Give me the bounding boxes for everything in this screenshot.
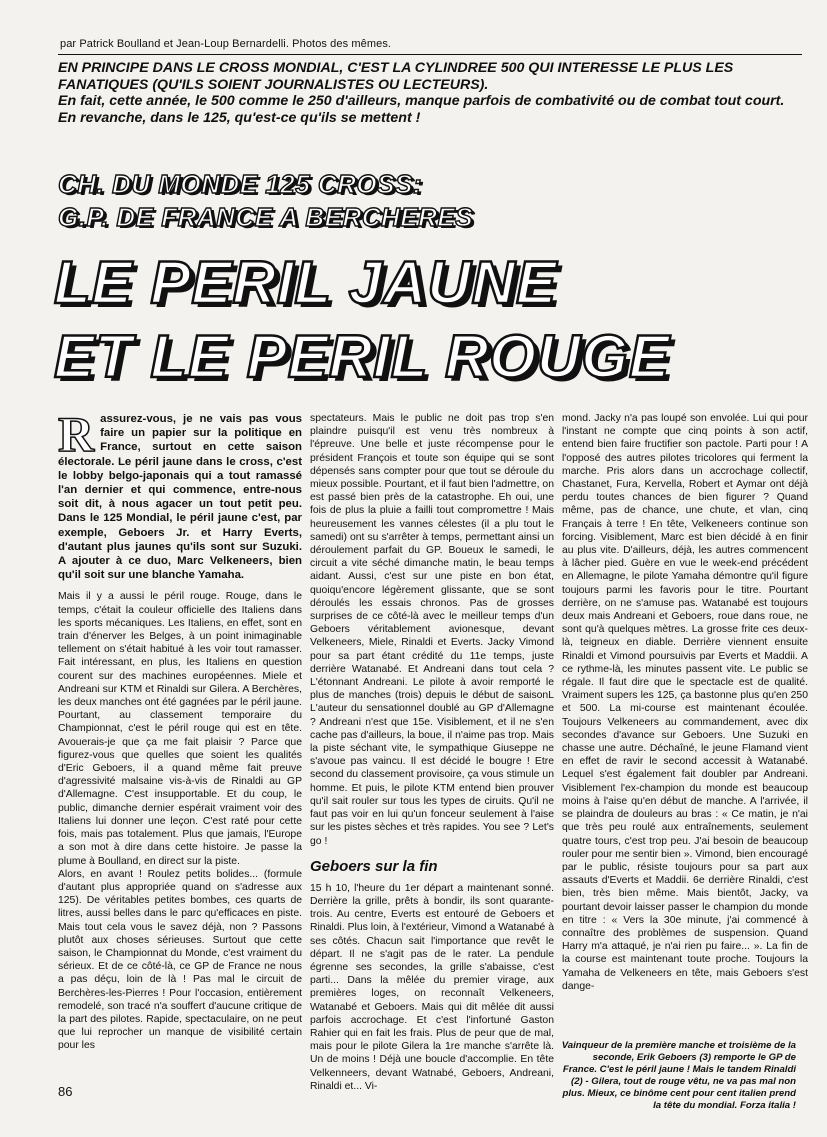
photo-caption: Vainqueur de la première manche et troisième de la seconde, Erik Geboers (3) remporte le GP de France. C'est le péril jaune ! Mais le tandem Rinaldi (2) - Gilera, tout de rouge vêtu, ne va pas mal non plus. Mieux, ce binôme cent pour cent italien prend la tête du mondial. Forza italia !: [561, 1040, 796, 1111]
section-subhead: Geboers sur la fin: [310, 857, 438, 875]
body-paragraph: spectateurs. Mais le public ne doit pas trop s'en plaindre puisqu'il est venu très nombreux à l'épreuve. Une belle et juste récompense pour le président François et toute son équipe qui se sont dépensés sans compter pour que tout se déroule du mieux possible. Pourtant, et il faut bien l'admettre, on est passé bien près de la catastrophe. Eh oui, une fois de plus la pluie a failli tout compromettre ! Mais heureusement les vannes célestes (il a plu tout le samedi) ont su s'arrêter à temps, permettant ainsi un déroulement parfait du GP. Boueux le samedi, le circuit a vite séché dimanche matin, le beau temps aidant. Aussi, c'est sur une piste en bon état, quoiqu'encore légèrement glissante, que se sont déroulés les essais chronos. Pas de grosses surprises de ce côté-là avec le meilleur temps d'un Geboers véritablement avionesque, devant Velkeneers, Miele, Rinaldi et Everts. Jacky Vimond pour sa part étant crédité du 11e temps, juste derrière Watanabé. Et Andreani dans tout cela ? L'étonnant Andreani. Le pilote à avoir remporté le plus de manches (trois) depuis le début de saisonL L'auteur du sensationnel doublé au GP d'Allemagne ? Andreani n'est que 15e. Visiblement, et il ne s'en cache pas d'ailleurs, la boue, il n'aime pas trop. Mais la piste séchant vite, le sympathique Giuseppe ne s'avoue pas vaincu. Il est décidé le bougre ! Etre second du classement provisoire, ça vous stimule un homme. Et puis, le pilote KTM entend bien prouver qu'il sait rouler sur tous les types de ciruits. Qu'il ne faut pas voir en lui qu'un fonceur seulement à l'aise sur les pistes sèches et très rapides. You see ? Let's go !: [310, 413, 554, 847]
lede-text: assurez-vous, je ne vais pas vous faire un papier sur la politique en France, surtout en cette saison électorale. Le péril jaune dans le cross, c'est le lobby belgo-japonais qui a tout ramassé l'an dernier et qui commence, entre-nous soit dit, à nous agacer un tout petit peu. Dans le 125 Mondial, le péril jaune c'est, par exemple, Geboers Jr. et Harry Everts, d'autant plus jaunes qu'ils sont sur Suzuki. A ajouter à ce duo, Marc Velkeneers, bien qu'il soit sur une blanche Yamaha.: [58, 413, 302, 582]
drop-cap: R: [58, 406, 95, 462]
article-column-3: [562, 412, 808, 993]
body-paragraph: Mais il y a aussi le péril rouge. Rouge, dans le temps, c'était la couleur officielle des Italiens dans les sports mécaniques. Les Italiens, en effet, sont en train d'énerver les Belges, à un point inimaginable tellement on s'était habitué à les voir tout ramasser. Fait intéressant, en plus, les Italiens en question courent sur des machines européennes. Miele et Andreani sur KTM et Rinaldi sur Gilera. A Berchères, les deux manches ont été gagnées par le péril jaune. Pourtant, au classement temporaire du Championnat, c'est le péril rouge qui est en tête. Avouerais-je que ça me fait plaisir ? Parce que figurez-vous que quelles que soient les qualités d'Eric Geboers, il a quand même fait preuve d'agressivité malsaine vis-à-vis de Rinaldi au GP d'Allemagne. C'est insupportable. Et du coup, le public, dimanche dernier espérait vraiment voir des Italiens lui donner une leçon. C'est raté pour cette fois, mais pas totalement. Plus que jamais, l'Europe a son mot à dire dans cette histoire. Je passe la plume à Boulland, en direct sur la piste.: [58, 591, 302, 867]
headline: [54, 246, 670, 394]
body-paragraph: Alors, en avant ! Roulez petits bolides... (formule d'autant plus appropriée quand on s'adresse aux 125). De véritables petites bombes, ces quarts de litres, aussi belles dans le parc qu'efficaces en piste. Mais tout cela vous le savez déjà, non ? Passons plutôt aux choses sérieuses. Surtout que cette saison, le Championnat du Monde, c'est vraiment du sérieux. Et de ce côté-là, ce GP de France ne nous a pas déçu, loin de là ! Pas mal le circuit de Berchères-les-Pierres ! Pour l'occasion, entièrement remodelé, son tracé n'a souffert d'aucune critique de la part des pilotes. Rapide, spectaculaire, on ne peut que lui reprocher un manque de visibilité certain pour les: [58, 868, 302, 1052]
headline-line-1: LE PERIL JAUNE: [54, 249, 557, 316]
intro-line-1: EN PRINCIPE DANS LE CROSS MONDIAL, C'EST LA CYLINDREE 500 QUI INTERESSE LE PLUS LES FANATIQUES (QU'ILS SOIENT JOURNALISTES OU LECTEURS).: [58, 60, 734, 93]
article-column-1: [58, 406, 302, 1053]
kicker-line-1: CH. DU MONDE 125 CROSS:: [58, 169, 422, 199]
author-credit: par Patrick Boulland et Jean-Loup Bernardelli. Photos des mêmes.: [60, 38, 392, 50]
kicker-line-2: G.P. DE FRANCE A BERCHERES: [58, 202, 474, 232]
intro-line-3: En revanche, dans le 125, qu'est-ce qu'ils se mettent !: [58, 109, 421, 126]
kicker-title: [58, 168, 473, 234]
body-paragraph: mond. Jacky n'a pas loupé son envolée. Lui qui pour l'instant ne compte que cinq points à son actif, entend bien faire fructifier son pactole. Parti pour ! A l'opposé des autres pilotes tricolores qui ferment la marche. Pris alors dans un accrochage collectif, Chastanet, Fura, Kervella, Robert et Aymar ont déjà perdu toutes chances de bien figurer ? Quand même, pas de chance, une chute, et vlan, cinq Français à terre ! En tête, Velkeneers continue son forcing. Visiblement, Marc est bien décidé à en finir au plus vite. D'ailleurs, déjà, les autres commencent à lâcher pied. Guère en vue le week-end précédent en Allemagne, le pilote Yamaha démontre qu'il figure toujours parmi les favoris pour le titre. Pourtant derrière, on ne s'amuse pas. Watanabé est toujours deux mais Andreani et Geboers, roue dans roue, ne sont qu'à quelques mètres. La grosse frite ces deux-là, teigneux en diable. Derrière viennent ensuite Rinaldi et Vimond poursuivis par Everts et Maddii. A ce rythme-là, les minutes passent vite. Le public se régale. Il faut dire que le spectacle est de qualité. Vraiment supers les 125, ça bastonne plus qu'en 250 et 500. La mi-course est maintenant écoulée. Toujours Velkeneers au commandement, avec dix secondes d'avance sur Geboers. Une Suzuki en chasse une autre. Déchaîné, le jeune Flamand vient en effet de ravir le second accessit à Watanabé. Lequel s'est également fait doubler par Andreani. Visiblement l'ex-champion du monde est beaucoup moins à l'aise qu'en début de manche. A l'arrivée, il se plaindra de douleurs au bras : « Ce matin, je n'ai que très peu roulé aux entraînements, seulement quatre tours, c'est trop peu. J'ai besoin de beaucoup rouler pour me sentir bien ». Vimond, bien encouragé par le public, résiste toujours pour sa part aux assauts d'Everts et Maddii. 6e derrière Rinaldi, c'est bien, très bien même. Mais bientôt, Jacky, va pourtant devoir laisser passer le champion du monde en titre : « Vers la 30e minute, j'ai commencé à connaître des problèmes de suspension. Quand Harry m'a attaqué, je n'ai rien pu faire... ». La fin de la course est maintenant toute proche. Toujours la Yamaha de Velkeneers en tête, mais Geboers s'est dange-: [562, 413, 808, 992]
intro-block: [58, 60, 808, 126]
lede-paragraph: [58, 406, 302, 582]
intro-line-2: En fait, cette année, le 500 comme le 250 d'ailleurs, manque parfois de combativité ou de combat tout court.: [58, 93, 785, 109]
header-rule: [58, 54, 802, 55]
headline-line-2: ET LE PERIL ROUGE: [54, 323, 670, 390]
body-paragraph: 15 h 10, l'heure du 1er départ a maintenant sonné. Derrière la grille, prêts à bondir, ils sont quarante-trois. Au centre, Everts est entouré de Geboers et Rinaldi. Plus loin, à l'extérieur, Vimond a Watanabé à ses côtés. Chacun sait l'importance que revêt le départ. Il ne s'agit pas de le rater. La pendule égrenne ses secondes, la grille s'abaisse, c'est parti... Dans la mêlée du premier virage, aux premières loges, on reconnaît Velkeneers, Watanabé et Geboers. Mais qui dit mêlée dit aussi parfois accrochage. Et c'est l'infortuné Gaston Rahier qui en fait les frais. Plus de peur que de mal, mais pour le pilote Gilera la 1re manche s'arrête là. Un de moins ! Déjà une boucle d'accomplie. En tête Velkenneers, devant Watnabé, Geboers, Andreani, Rinaldi et... Vi-: [310, 882, 554, 1092]
article-column-2: [310, 412, 554, 1093]
page-number: 86: [58, 1084, 73, 1099]
